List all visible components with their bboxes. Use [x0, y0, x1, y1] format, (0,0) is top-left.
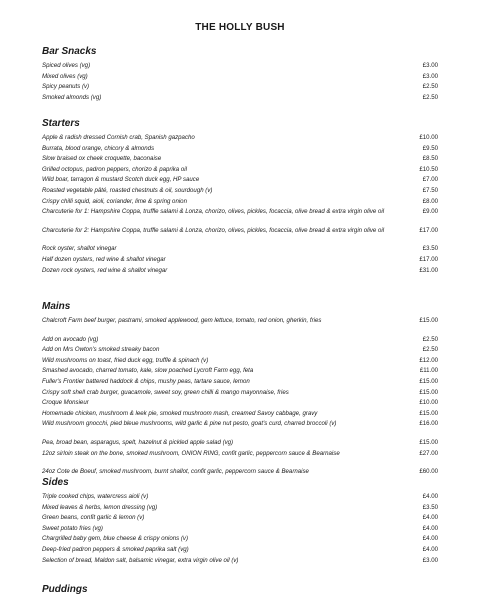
menu-item-name: Spiced olives (vg)	[42, 62, 91, 69]
menu-item	[42, 367, 438, 376]
section-heading-puddings: Puddings	[42, 584, 88, 595]
menu-item-name: Apple & radish dressed Cornish crab, Spanish gazpacho	[42, 134, 195, 141]
menu-item-name: Wild boar, tarragon & mustard Scotch duck egg, HP sauce	[42, 176, 200, 184]
menu-item	[42, 166, 438, 175]
menu-item	[42, 346, 438, 355]
menu-item-name: Mixed olives (vg)	[42, 72, 88, 80]
menu-item	[42, 317, 438, 334]
menu-item-price: £4.00	[422, 535, 438, 543]
menu-item	[42, 227, 438, 244]
menu-item	[42, 399, 438, 408]
menu-item-price: £31.00	[419, 266, 438, 274]
menu-item-price: £4.00	[422, 546, 438, 553]
menu-item-price: £8.50	[422, 155, 438, 163]
menu-item-name: Slow braised ox cheek croquette, baconaise	[42, 155, 162, 163]
menu-item-price: £10.00	[419, 134, 438, 141]
menu-item-name: Deep-fried padron peppers & smoked paprika salt (vg)	[42, 546, 189, 553]
menu-item-price: £15.00	[419, 388, 438, 396]
section-heading-sides: Sides	[42, 477, 69, 488]
menu-item-name: Charcuterie for 2: Hampshire Coppa, truffle salami & Lonza, chorizo, olives, pickles, focaccia, olive bread & extra virgin olive oil	[42, 226, 385, 234]
menu-item	[42, 267, 438, 276]
menu-item-name: Fuller's Frontier battered haddock & chips, mushy peas, tartare sauce, lemon	[42, 378, 250, 385]
menu-item-price: £2.50	[422, 93, 438, 101]
menu-item	[42, 94, 438, 103]
menu-item	[42, 256, 438, 265]
menu-item-name: Burrata, blood orange, chicory & almonds	[42, 144, 155, 152]
menu-item	[42, 504, 438, 513]
menu-item	[42, 73, 438, 82]
menu-item	[42, 468, 438, 477]
menu-item-price: £2.50	[422, 346, 438, 354]
menu-item-name: Triple cooked chips, watercress aioli (v)	[42, 493, 149, 500]
menu-item-name: Add on avocado (vg)	[42, 335, 99, 343]
menu-item-name: Selection of bread, Maldon salt, balsamic vinegar, extra virgin olive oil (v)	[42, 556, 239, 564]
menu-item-price: £27.00	[419, 449, 438, 457]
menu-item	[42, 245, 438, 254]
menu-item-price: £7.50	[422, 187, 438, 194]
menu-item	[42, 176, 438, 185]
menu-item	[42, 357, 438, 366]
menu-item-price: £4.00	[422, 493, 438, 500]
menu-item-name: Spicy peanuts (v)	[42, 83, 90, 91]
menu-item-name: Chalcroft Farm beef burger, pastrami, smoked applewood, gem lettuce, tomato, red onion, gherkin, fries	[42, 317, 322, 324]
menu-item-price: £7.00	[422, 176, 438, 184]
menu-item-name: Crispy chilli squid, aioli, coriander, lime & spring onion	[42, 197, 187, 205]
menu-item	[42, 389, 438, 398]
menu-item	[42, 134, 438, 143]
section-heading-bar-snacks: Bar Snacks	[42, 46, 97, 57]
section-heading-mains: Mains	[42, 301, 71, 312]
menu-item-price: £2.50	[422, 335, 438, 343]
menu-item-price: £10.50	[419, 165, 438, 173]
menu-item	[42, 439, 438, 448]
section-heading-starters: Starters	[42, 118, 80, 129]
menu-item-price: £3.00	[422, 556, 438, 564]
menu-item-name: Homemade chicken, mushroom & leek pie, smoked mushroom mash, creamed Savoy cabbage, gravy	[42, 409, 318, 417]
menu-item-name: Grilled octopus, padron peppers, chorizo & paprika oil	[42, 165, 187, 173]
menu-item	[42, 198, 438, 207]
menu-item	[42, 557, 438, 566]
menu-item-price: £15.00	[419, 439, 438, 446]
menu-item-price: £8.00	[422, 197, 438, 205]
menu-item-name: Croque Monsieur	[42, 399, 89, 407]
menu-item-name: Wild mushroom gnocchi, pied bleue mushrooms, wild garlic & pine nut pesto, goat's curd, charred broccoli (v)	[42, 420, 337, 428]
menu-item-name: 12oz sirloin steak on the bone, smoked mushroom, ONION RING, confit garlic, peppercorn sauce & Bearnaise	[42, 449, 340, 457]
menu-item	[42, 525, 438, 534]
menu-item-price: £15.00	[419, 409, 438, 417]
menu-item-name: Mixed leaves & herbs, lemon dressing (vg)	[42, 503, 158, 511]
menu-item-name: Charcuterie for 1: Hampshire Coppa, truffle salami & Lonza, chorizo, olives, pickles, focaccia, olive bread & extra virgin olive oil	[42, 208, 385, 216]
menu-item	[42, 378, 438, 387]
menu-item-name: Wild mushrooms on toast, fried duck egg, truffle & spinach (v)	[42, 356, 209, 364]
menu-item	[42, 62, 438, 71]
menu-item-price: £4.00	[422, 514, 438, 522]
menu-item	[42, 208, 438, 225]
menu-item-price: £60.00	[419, 468, 438, 476]
menu-item-price: £15.00	[419, 378, 438, 385]
menu-item	[42, 155, 438, 164]
menu-item-price: £9.50	[422, 144, 438, 152]
menu-item-price: £3.00	[422, 62, 438, 69]
menu-item-name: Green beans, confit garlic & lemon (v)	[42, 514, 145, 522]
menu-item-name: Dozen rock oysters, red wine & shallot vinegar	[42, 266, 168, 274]
menu-item-name: Rock oyster, shallot vinegar	[42, 245, 117, 253]
menu-item-price: £4.00	[422, 524, 438, 532]
menu-item-price: £10.00	[419, 399, 438, 407]
menu-item-name: Chargrilled baby gem, blue cheese & crispy onions (v)	[42, 535, 188, 543]
menu-item	[42, 187, 438, 196]
menu-item	[42, 514, 438, 523]
menu-item-name: Pea, broad bean, asparagus, spelt, hazelnut & pickled apple salad (vg)	[42, 439, 234, 446]
menu-item-name: Crispy soft shell crab burger, guacamole, sweet soy, green chilli & mango mayonnaise, fries	[42, 388, 289, 396]
menu-item	[42, 535, 438, 544]
menu-item	[42, 83, 438, 92]
menu-item-price: £15.00	[419, 317, 438, 324]
menu-item-price: £11.00	[419, 367, 438, 375]
menu-item-name: Smoked almonds (vg)	[42, 93, 102, 101]
menu-item	[42, 450, 438, 467]
menu-item-price: £12.00	[419, 356, 438, 364]
menu-item-price: £16.00	[419, 420, 438, 428]
menu-item	[42, 420, 438, 437]
menu-item-name: Smashed avocado, charred tomato, kale, slow poached Lycroft Farm egg, feta	[42, 367, 254, 375]
page-title: THE HOLLY BUSH	[195, 22, 285, 33]
menu-item-price: £3.50	[422, 245, 438, 253]
menu-item-price: £17.00	[419, 256, 438, 263]
menu-item	[42, 145, 438, 154]
menu-item	[42, 336, 438, 345]
menu-item-name: Sweet potato fries (vg)	[42, 524, 103, 532]
menu-item-price: £17.00	[419, 226, 438, 234]
menu-item-name: Half dozen oysters, red wine & shallot vinegar	[42, 256, 166, 263]
menu-item-name: 24oz Cote de Boeuf, smoked mushroom, burnt shallot, confit garlic, peppercorn sauce & Bearnaise	[42, 468, 309, 476]
menu-item-price: £2.50	[422, 83, 438, 91]
menu-item-name: Add on Mrs Owton's smoked streaky bacon	[42, 346, 160, 354]
menu-item	[42, 546, 438, 555]
menu-item	[42, 410, 438, 419]
menu-item-name: Roasted vegetable pâté, roasted chestnuts & oil, sourdough (v)	[42, 187, 213, 194]
menu-item-price: £9.00	[422, 208, 438, 216]
menu-item	[42, 493, 438, 502]
menu-item-price: £3.00	[422, 72, 438, 80]
menu-item-price: £3.50	[422, 503, 438, 511]
